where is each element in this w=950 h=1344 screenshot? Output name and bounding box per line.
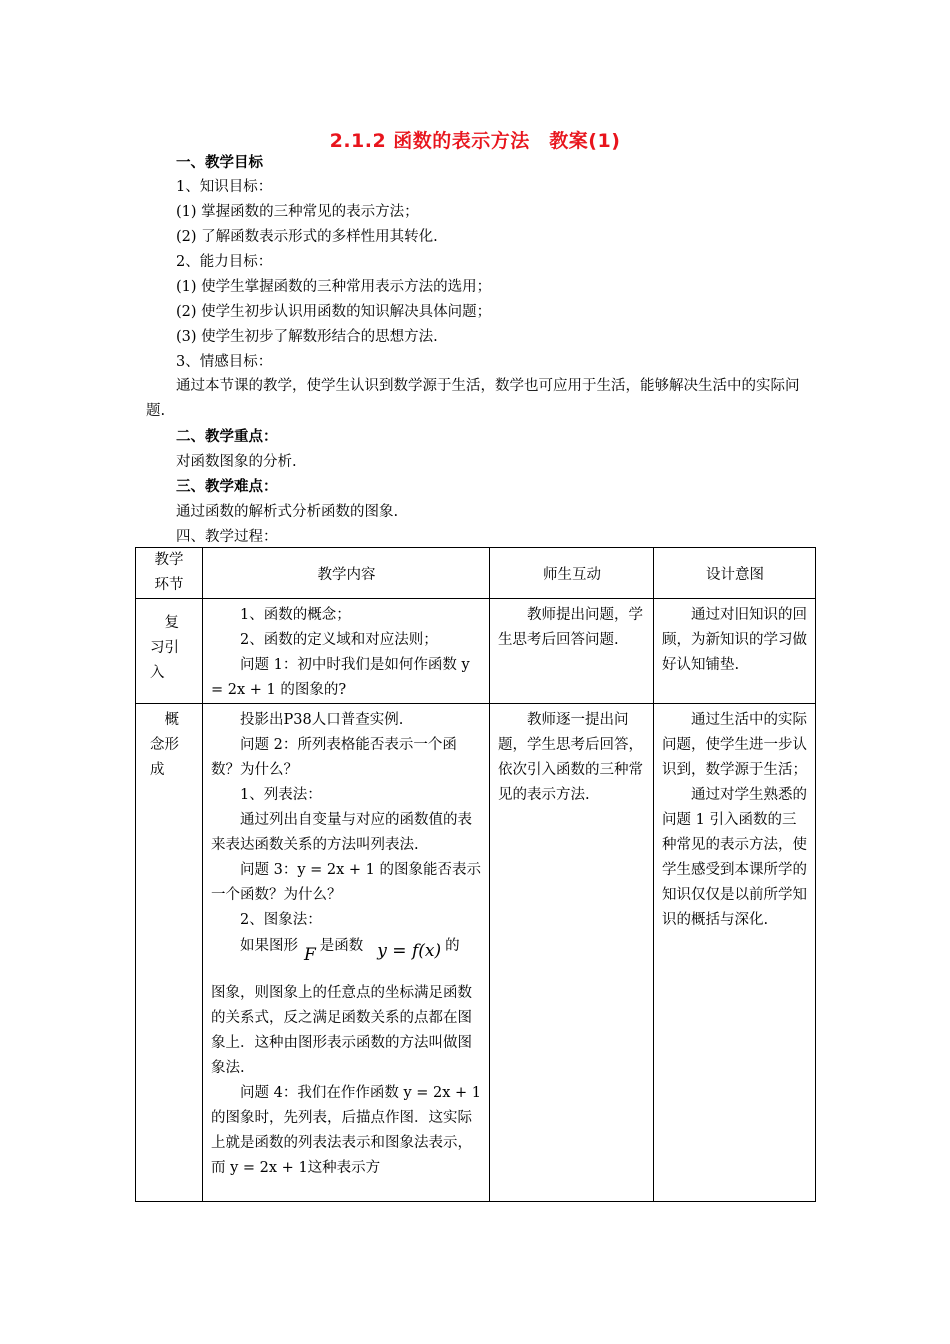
formula-mid: 是函数 xyxy=(319,938,364,954)
formula-pre: 如果图形 xyxy=(240,938,298,954)
intent-line: 通过对学生熟悉的问题 1 引入函数的三种常见的表示方法，使学生感受到本课所学的知识仅仅是以前所学知识的概括与深化. xyxy=(662,787,807,928)
ability-goal-item: (3) 使学生初步了解数形结合的思想方法. xyxy=(176,329,438,345)
section-objectives-heading: 一、教学目标 xyxy=(176,155,263,171)
content-cell xyxy=(203,704,490,1202)
content-line: 问题 1：初中时我们是如何作函数 y = 2x + 1 的图象的? xyxy=(211,657,470,698)
knowledge-goal-item: (2) 了解函数表示形式的多样性用其转化. xyxy=(176,229,438,245)
content-line: 问题 3：y = 2x + 1 的图象能否表示一个函数？为什么？ xyxy=(211,862,481,903)
content-line: 问题 4：我们在作作函数 y = 2x + 1 的图象时，先列表，后描点作图．这实际上就是函数的列表法表示和图象法表示，而 y = 2x + 1这种表示方 xyxy=(211,1085,481,1176)
content-cell xyxy=(203,599,490,704)
content-line: 问题 2：所列表格能否表示一个函数？为什么？ xyxy=(211,737,457,778)
ability-goals-label: 2、能力目标： xyxy=(176,254,273,270)
section-process-heading: 四、教学过程： xyxy=(176,529,278,545)
difficulties-text: 通过函数的解析式分析函数的图象. xyxy=(176,504,399,520)
content-line: 2、函数的定义域和对应法则； xyxy=(240,632,438,648)
intent-cell: 通过对旧知识的回顾，为新知识的学习做好认知铺垫. xyxy=(654,599,816,704)
table-header-row xyxy=(136,548,816,599)
knowledge-goals-label: 1、知识目标： xyxy=(176,179,273,195)
header-intent: 设计意图 xyxy=(654,548,816,599)
table-row xyxy=(136,704,816,1202)
interaction-cell: 教师逐一提出问题，学生思考后回答，依次引入函数的三种常见的表示方法. xyxy=(490,704,654,1202)
content-line: 通过列出自变量与对应的函数值的表来表达函数关系的方法叫列表法. xyxy=(211,812,472,853)
formula-line xyxy=(211,933,482,981)
key-points-text: 对函数图象的分析. xyxy=(176,454,297,470)
emotion-goals-label: 3、情感目标： xyxy=(176,354,273,370)
ability-goal-item: (1) 使学生掌握函数的三种常用表示方法的选用； xyxy=(176,279,492,295)
stage-cell: 复习引入 xyxy=(136,599,203,704)
formula-F: F xyxy=(304,945,316,965)
header-stage: 教学环节 xyxy=(136,548,203,599)
intent-line: 通过生活中的实际问题，使学生进一步认识到，数学源于生活； xyxy=(662,712,807,778)
intent-cell xyxy=(654,704,816,1202)
content-line: 2、图象法： xyxy=(240,912,322,928)
teaching-process-table xyxy=(135,547,816,1202)
page-title: 2.1.2 函数的表示方法 教案(1) xyxy=(329,130,621,152)
content-line: 图象，则图象上的任意点的坐标满足函数的关系式，反之满足函数关系的点都在图象上．这种由图形表示函数的方法叫做图象法. xyxy=(211,985,472,1076)
section-key-points-heading: 二、教学重点： xyxy=(176,429,278,445)
emotion-goals-text: 通过本节课的教学，使学生认识到数学源于生活，数学也可应用于生活，能够解决生活中的实际问题. xyxy=(146,378,800,419)
header-interaction: 师生互动 xyxy=(490,548,654,599)
content-line: 投影出P38人口普查实例. xyxy=(240,712,404,728)
formula-function: y = f(x) xyxy=(377,941,442,961)
content-line: 1、列表法： xyxy=(240,787,322,803)
stage-cell: 概念形成 xyxy=(136,704,203,1202)
content-line: 1、函数的概念； xyxy=(240,607,351,623)
formula-post: 的 xyxy=(445,938,460,954)
ability-goal-item: (2) 使学生初步认识用函数的知识解决具体问题； xyxy=(176,304,492,320)
interaction-cell: 教师提出问题，学生思考后回答问题. xyxy=(490,599,654,704)
header-content: 教学内容 xyxy=(203,548,490,599)
knowledge-goal-item: (1) 掌握函数的三种常见的表示方法； xyxy=(176,204,419,220)
table-row xyxy=(136,599,816,704)
section-difficulties-heading: 三、教学难点： xyxy=(176,479,278,495)
